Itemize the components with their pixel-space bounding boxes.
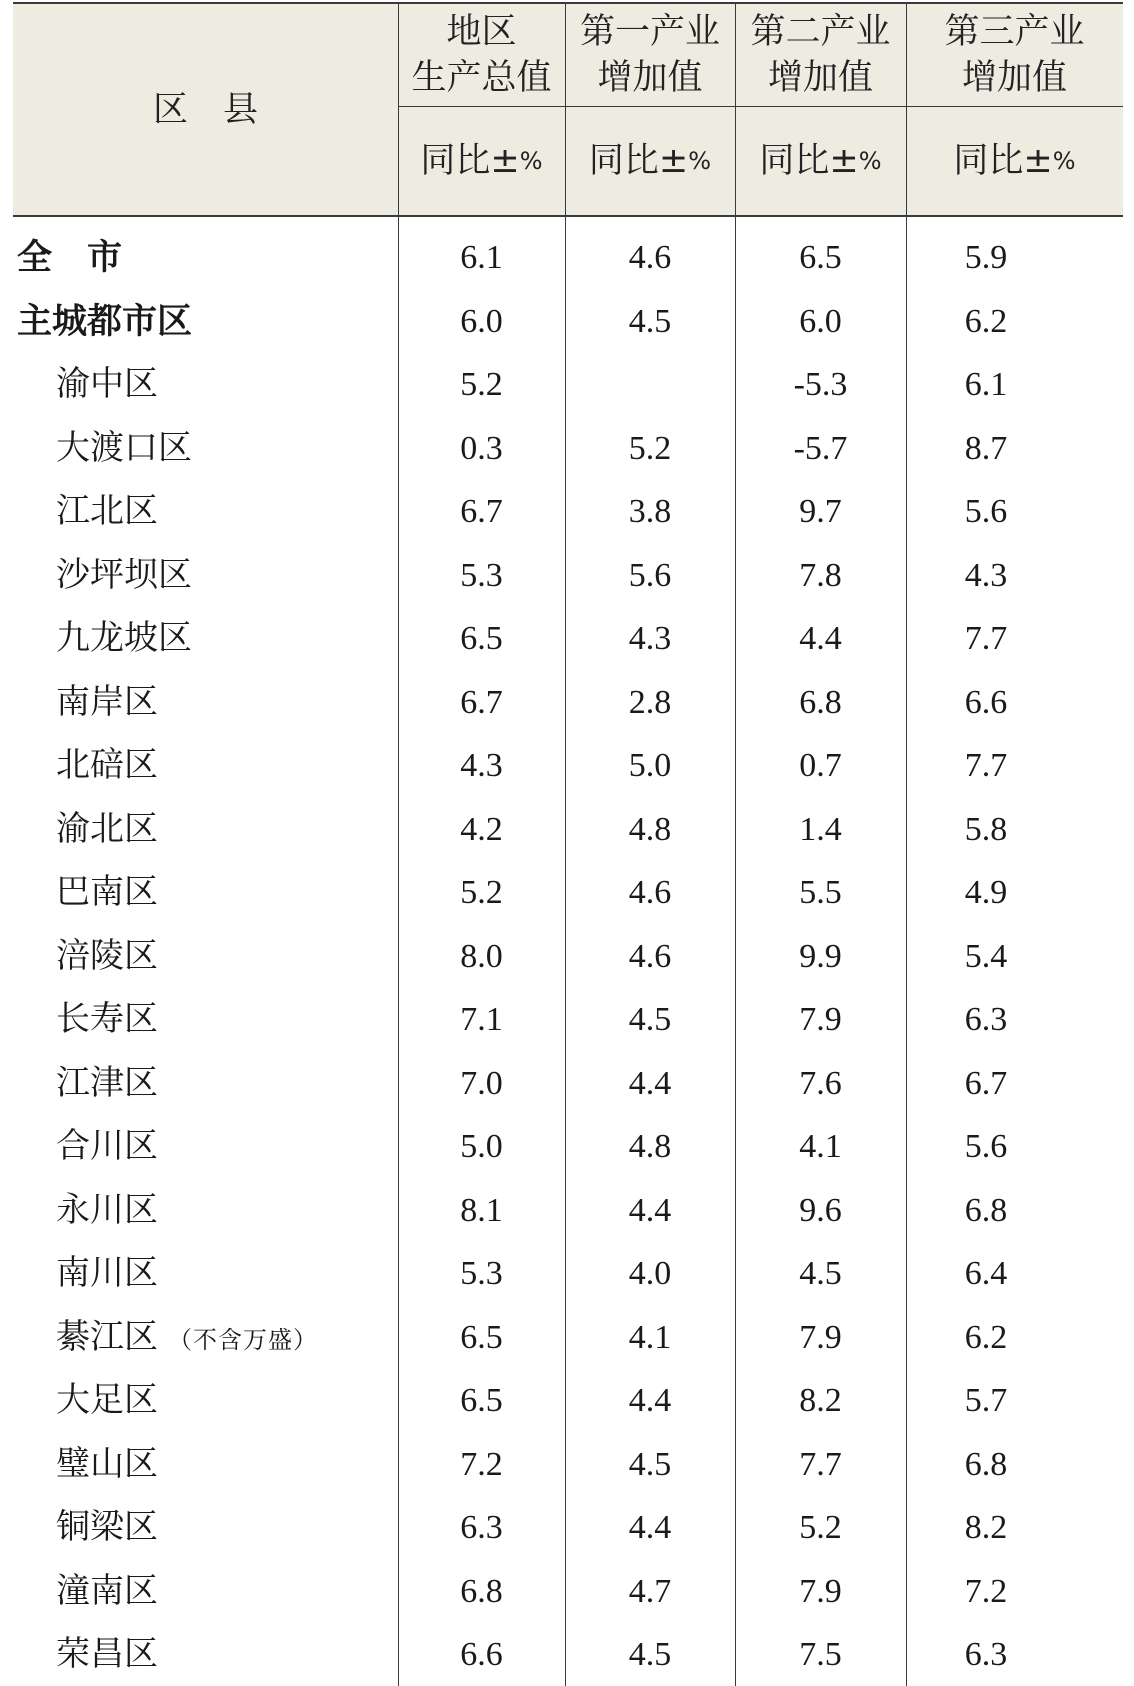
primary-growth-cell: 4.0 <box>628 1255 672 1292</box>
tertiary-growth-cell: 5.9 <box>964 239 1008 276</box>
secondary-growth-cell: 7.8 <box>799 556 842 594</box>
table-row <box>13 1560 1123 1623</box>
primary-growth-cell: 5.6 <box>628 556 672 594</box>
gdp-growth-cell: 6.8 <box>460 1572 503 1610</box>
district-name-text: 大足区 <box>56 1380 158 1420</box>
primary-growth-cell <box>565 353 735 416</box>
primary-growth-cell: 4.8 <box>628 1128 672 1165</box>
tertiary-growth-cell: 7.7 <box>964 747 1008 784</box>
district-name <box>56 607 192 670</box>
secondary-growth-cell: 5.5 <box>799 874 842 911</box>
district-note: （不含万盛） <box>168 1325 318 1354</box>
district-name-text: 江北区 <box>56 491 158 531</box>
secondary-growth-cell: 6.5 <box>799 239 842 276</box>
gdp-header-line1: 地区 <box>446 12 517 52</box>
table-row <box>13 1115 1123 1178</box>
secondary-growth-cell: 9.7 <box>799 493 842 530</box>
gdp-growth-cell: 6.6 <box>460 1636 503 1673</box>
primary-growth-cell: 4.4 <box>628 1064 672 1102</box>
primary-growth-cell: 5.0 <box>628 747 672 784</box>
gdp-growth-cell: 7.0 <box>460 1064 503 1102</box>
district-name-text: 渝北区 <box>56 808 158 849</box>
gdp-growth-cell: 8.1 <box>460 1191 503 1229</box>
tertiary-growth-cell: 8.7 <box>964 429 1008 467</box>
district-name <box>56 1496 158 1559</box>
primary-growth-cell: 3.8 <box>628 493 672 530</box>
secondary-growth-cell: 4.4 <box>799 620 842 657</box>
secondary-growth-cell: 4.5 <box>799 1255 842 1292</box>
primary-growth-cell: 4.7 <box>628 1572 672 1610</box>
tertiary-growth-cell: 5.4 <box>964 937 1008 975</box>
district-name-text: 南岸区 <box>56 681 158 722</box>
district-column-header <box>13 4 398 215</box>
district-name-text: 全 市 <box>17 237 123 278</box>
district-name-text: 巴南区 <box>56 872 158 912</box>
secondary-header-line2: 增加值 <box>767 58 873 98</box>
district-name <box>56 798 158 861</box>
gdp-growth-cell: 5.0 <box>460 1128 503 1165</box>
tertiary-growth-cell: 5.6 <box>964 493 1008 530</box>
district-name-text: 九龙坡区 <box>56 618 192 658</box>
primary-growth-cell: 4.5 <box>628 1445 672 1483</box>
district-name-text: 南川区 <box>56 1253 158 1293</box>
pct-sign: % <box>858 146 882 175</box>
secondary-growth-cell: 8.2 <box>799 1382 842 1419</box>
primary-growth-cell: 4.5 <box>628 1636 672 1673</box>
district-name <box>56 353 158 416</box>
tertiary-growth-cell: 5.6 <box>964 1128 1008 1165</box>
district-name <box>56 925 158 988</box>
district-name-text: 合川区 <box>56 1126 158 1166</box>
gdp-growth-cell: 5.3 <box>460 1255 503 1292</box>
secondary-growth-cell: 7.9 <box>799 1318 842 1356</box>
tertiary-growth-cell: 6.8 <box>964 1445 1008 1483</box>
secondary-growth-cell: 7.5 <box>799 1636 842 1673</box>
district-name <box>56 734 158 797</box>
table-body <box>13 217 1123 1686</box>
table-row <box>13 1179 1123 1242</box>
yoy-label: 同比± <box>953 140 1053 181</box>
pct-sign: % <box>1052 146 1076 175</box>
gdp-growth-cell: 6.1 <box>460 239 503 276</box>
secondary-growth-cell: 9.6 <box>799 1191 842 1229</box>
yoy-label: 同比± <box>588 140 689 181</box>
table-row <box>13 226 1123 289</box>
gdp-column-header <box>398 4 565 106</box>
district-name <box>56 671 158 734</box>
tertiary-industry-column-header <box>906 4 1123 106</box>
table-row <box>13 480 1123 543</box>
tertiary-growth-cell: 6.2 <box>964 302 1008 340</box>
district-name-text: 铜梁区 <box>56 1507 158 1547</box>
primary-growth-cell: 2.8 <box>628 683 672 721</box>
primary-growth-cell: 4.6 <box>628 937 672 975</box>
primary-header-line1: 第一产业 <box>579 12 720 52</box>
gdp-growth-cell: 8.0 <box>460 937 503 975</box>
tertiary-header-line1: 第三产业 <box>944 12 1085 52</box>
tertiary-growth-cell: 6.6 <box>964 683 1008 721</box>
tertiary-growth-cell: 6.8 <box>964 1191 1008 1229</box>
district-name-text: 渝中区 <box>56 364 158 404</box>
district-name-text: 北碚区 <box>56 745 158 785</box>
secondary-growth-cell: 1.4 <box>799 810 842 848</box>
gdp-growth-cell: 6.7 <box>460 683 503 721</box>
tertiary-growth-cell: 4.9 <box>964 874 1008 911</box>
gdp-growth-cell: 7.2 <box>460 1445 503 1483</box>
table-row <box>13 1306 1123 1369</box>
table-row <box>13 734 1123 797</box>
district-name-text: 潼南区 <box>56 1570 158 1611</box>
district-name <box>56 1623 158 1686</box>
table-row <box>13 1433 1123 1496</box>
primary-yoy-subheader <box>565 106 735 215</box>
district-name-text: 沙坪坝区 <box>56 554 192 595</box>
tertiary-growth-cell: 6.7 <box>964 1064 1008 1102</box>
district-header-label: 区 县 <box>152 89 258 130</box>
primary-growth-cell: 4.5 <box>628 302 672 340</box>
table-row <box>13 607 1123 670</box>
district-name-text: 涪陵区 <box>56 935 158 976</box>
district-name <box>56 861 158 924</box>
secondary-growth-cell: 4.1 <box>799 1128 842 1165</box>
district-name <box>56 1115 158 1178</box>
gdp-growth-cell: 7.1 <box>460 1001 503 1038</box>
tertiary-growth-cell: 6.1 <box>964 366 1008 403</box>
secondary-growth-cell: 7.9 <box>799 1572 842 1610</box>
tertiary-growth-cell: 6.2 <box>964 1318 1008 1356</box>
table-row <box>13 988 1123 1051</box>
gdp-growth-cell: 6.3 <box>460 1509 503 1546</box>
district-name <box>56 1560 158 1623</box>
yoy-label: 同比± <box>759 140 859 181</box>
table-row <box>13 417 1123 480</box>
district-name <box>56 480 158 543</box>
primary-growth-cell: 4.6 <box>628 874 672 911</box>
district-name <box>56 1179 158 1242</box>
district-name-text: 綦江区 <box>56 1316 158 1357</box>
table-row <box>13 798 1123 861</box>
table-row <box>13 925 1123 988</box>
gdp-growth-cell: 6.5 <box>460 1318 503 1356</box>
table-row <box>13 1369 1123 1432</box>
secondary-growth-cell: -5.3 <box>793 366 848 403</box>
tertiary-growth-cell: 7.2 <box>964 1572 1008 1610</box>
district-name-text: 长寿区 <box>56 999 158 1039</box>
secondary-growth-cell: 6.8 <box>799 683 842 721</box>
gdp-growth-cell: 6.0 <box>460 302 503 340</box>
table-header <box>13 2 1123 217</box>
district-name <box>56 1433 158 1496</box>
gdp-growth-cell: 6.5 <box>460 620 503 657</box>
primary-growth-cell: 4.5 <box>628 1001 672 1038</box>
primary-header-line2: 增加值 <box>597 58 703 98</box>
secondary-growth-cell: -5.7 <box>793 429 848 467</box>
gdp-growth-cell: 6.5 <box>460 1382 503 1419</box>
tertiary-growth-cell: 5.8 <box>964 810 1008 848</box>
gdp-yoy-subheader <box>398 106 565 215</box>
district-name-text: 大渡口区 <box>56 427 192 468</box>
gdp-growth-cell: 5.2 <box>460 874 503 911</box>
secondary-industry-column-header <box>735 4 906 106</box>
tertiary-growth-cell: 6.3 <box>964 1001 1008 1038</box>
primary-growth-cell: 4.8 <box>628 810 672 848</box>
secondary-growth-cell: 0.7 <box>799 747 842 784</box>
secondary-growth-cell: 7.7 <box>799 1445 842 1483</box>
tertiary-growth-cell: 5.7 <box>964 1382 1008 1419</box>
pct-sign: % <box>688 146 712 175</box>
secondary-growth-cell: 7.9 <box>799 1001 842 1038</box>
gdp-growth-cell: 6.7 <box>460 493 503 530</box>
district-name <box>56 988 158 1051</box>
table-row <box>13 861 1123 924</box>
secondary-growth-cell: 9.9 <box>799 937 842 975</box>
primary-growth-cell: 4.4 <box>628 1191 672 1229</box>
yoy-label: 同比± <box>420 140 520 181</box>
primary-growth-cell: 4.1 <box>628 1318 672 1356</box>
secondary-yoy-subheader <box>735 106 906 215</box>
tertiary-growth-cell: 6.3 <box>964 1636 1008 1673</box>
district-name-text: 荣昌区 <box>56 1634 158 1674</box>
table-row <box>13 1052 1123 1115</box>
district-name-text: 江津区 <box>56 1062 158 1103</box>
table-row <box>13 1623 1123 1686</box>
district-name <box>56 544 192 607</box>
district-name <box>56 1052 158 1115</box>
gdp-growth-cell: 4.2 <box>460 810 503 848</box>
tertiary-growth-cell: 4.3 <box>964 556 1008 594</box>
district-name-text: 璧山区 <box>56 1443 158 1484</box>
primary-growth-cell: 4.4 <box>628 1509 672 1546</box>
district-name <box>17 290 192 353</box>
district-name <box>56 1306 318 1369</box>
table-row <box>13 1242 1123 1305</box>
pct-sign: % <box>519 146 543 175</box>
primary-growth-cell: 4.6 <box>628 239 672 276</box>
district-name <box>17 226 122 289</box>
district-name <box>56 1242 158 1305</box>
gdp-growth-cell: 5.2 <box>460 366 503 403</box>
secondary-growth-cell: 6.0 <box>799 302 842 340</box>
gdp-header-line2: 生产总值 <box>411 58 552 98</box>
table-row <box>13 353 1123 416</box>
header-divider <box>398 106 1123 107</box>
primary-industry-column-header <box>565 4 735 106</box>
tertiary-growth-cell: 7.7 <box>964 620 1008 657</box>
primary-growth-cell: 4.3 <box>628 620 672 657</box>
secondary-header-line1: 第二产业 <box>750 12 891 52</box>
tertiary-growth-cell: 8.2 <box>964 1509 1008 1546</box>
gdp-growth-cell: 5.3 <box>460 556 503 594</box>
tertiary-yoy-subheader <box>906 106 1123 215</box>
district-name-text: 永川区 <box>56 1189 158 1230</box>
primary-growth-cell: 4.4 <box>628 1382 672 1419</box>
tertiary-growth-cell: 6.4 <box>964 1255 1008 1292</box>
table-row <box>13 290 1123 353</box>
table-row <box>13 1496 1123 1559</box>
gdp-growth-cell: 4.3 <box>460 747 503 784</box>
gdp-growth-cell: 0.3 <box>460 429 503 467</box>
secondary-growth-cell: 5.2 <box>799 1509 842 1546</box>
secondary-growth-cell: 7.6 <box>799 1064 842 1102</box>
table-row <box>13 544 1123 607</box>
tertiary-header-line2: 增加值 <box>961 58 1067 98</box>
table-row <box>13 671 1123 734</box>
primary-growth-cell: 5.2 <box>628 429 672 467</box>
district-name <box>56 1369 158 1432</box>
district-name <box>56 417 192 480</box>
district-name-text: 主城都市区 <box>17 300 193 342</box>
